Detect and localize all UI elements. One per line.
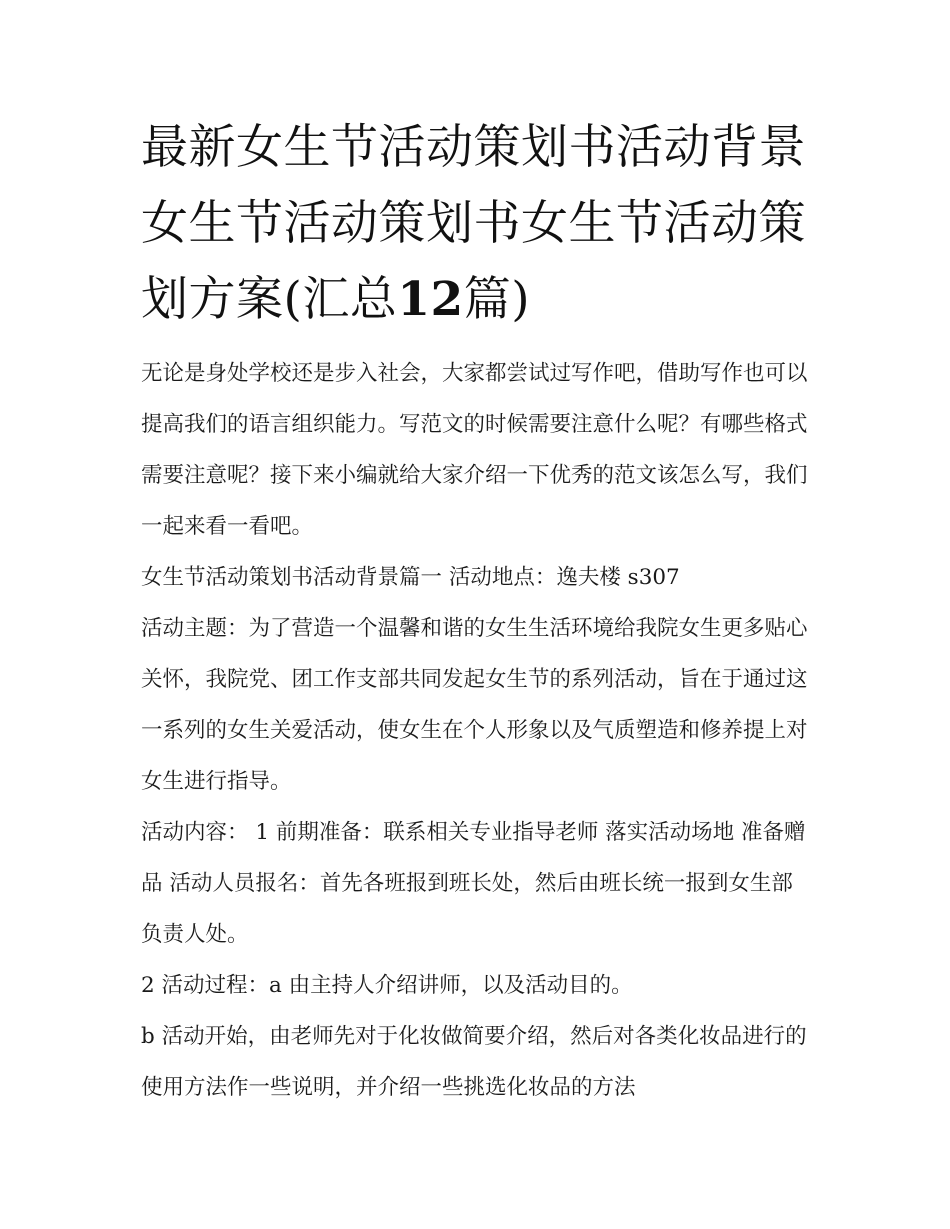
title-text: 最新女生节活动策划书活动背景 女生节活动策划书女生节活动策划方案(汇总 — [141, 120, 806, 327]
document-title — [141, 110, 813, 338]
paragraph-content: 活动内容： 1 前期准备：联系相关专业指导老师 落实活动场地 准备赠品 活动人员报名：首先各班报到班长处，然后由班长统一报到女生部负责人处。 — [141, 820, 806, 947]
document-page — [141, 110, 813, 1113]
document-body — [141, 348, 813, 1113]
paragraph-process-b: b 活动开始，由老师先对于化妆做简要介绍，然后对各类化妆品进行的使用方法作一些说明，并介绍一些挑选化妆品的方法 — [141, 1024, 807, 1100]
title-number: 12 — [397, 272, 464, 327]
title-suffix: 篇) — [463, 272, 531, 327]
paragraph-intro: 无论是身处学校还是步入社会，大家都尝试过写作吧，借助写作也可以提高我们的语言组织能力。写范文的时候需要注意什么呢？有哪些格式需要注意呢？接下来小编就给大家介绍一下优秀的范文该怎么写，我们一起来看一看吧。 — [141, 361, 808, 539]
paragraph-section-heading: 女生节活动策划书活动背景篇一 活动地点：逸夫楼 s307 — [141, 565, 680, 590]
paragraph-theme: 活动主题：为了营造一个温馨和谐的女生生活环境给我院女生更多贴心关怀，我院党、团工作支部共同发起女生节的系列活动，旨在于通过这一系列的女生关爱活动，使女生在个人形象以及气质塑造和修养提上对女生进行指导。 — [141, 616, 808, 794]
paragraph-process-a: 2 活动过程：a 由主持人介绍讲师，以及活动目的。 — [141, 973, 633, 998]
